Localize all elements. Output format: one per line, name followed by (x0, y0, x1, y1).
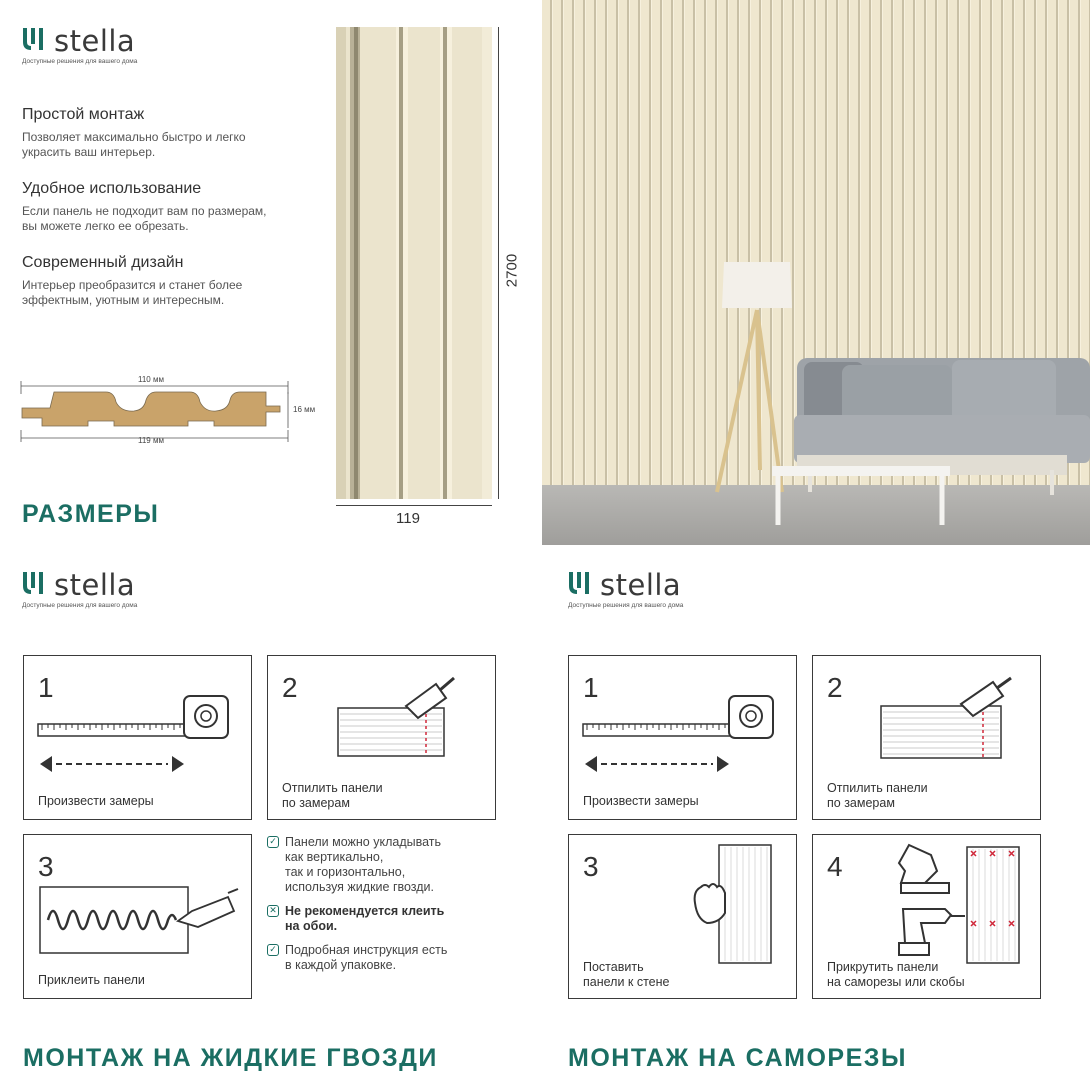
step-card-cut (267, 655, 496, 820)
feature-text: Интерьер преобразится и станет более эффектным, уютным и интересным. (22, 278, 243, 307)
screws-title: МОНТАЖ НА САМОРЕЗЫ (568, 1044, 907, 1072)
panel-width-line (336, 505, 492, 506)
panel-profile-drawing (18, 378, 318, 448)
panel-height-line (498, 27, 499, 499)
panel-height-label: 2700 (503, 253, 521, 288)
step-card-measure (23, 655, 252, 820)
cross-icon: ✕ (267, 905, 279, 917)
feature-text: Позволяет максимально быстро и легко украсить ваш интерьер. (22, 130, 246, 159)
step-number: 3 (583, 851, 599, 882)
lamp-and-sofa (542, 0, 1090, 545)
panel-grooves (336, 27, 492, 499)
sizes-title: РАЗМЕРЫ (22, 500, 160, 528)
check-icon: ✓ (267, 836, 279, 848)
panel-width-label: 119 (396, 510, 420, 527)
step-label: Отпилить панели по замерам (827, 781, 928, 810)
step-number: 2 (827, 672, 843, 703)
step-card-place (568, 834, 797, 999)
profile-bottom-width: 119 мм (138, 436, 164, 445)
step-card-glue (23, 834, 252, 999)
glue-gun-icon (38, 883, 243, 958)
tape-measure-icon (581, 694, 781, 774)
stella-logo-icon (22, 28, 48, 50)
saw-cut-icon (336, 676, 466, 761)
hand-panel-icon (689, 843, 784, 968)
check-icon: ✓ (267, 944, 279, 956)
tape-measure-icon (36, 694, 236, 774)
brand-tagline: Доступные решения для вашего дома (22, 602, 138, 609)
brand-tagline: Доступные решения для вашего дома (22, 58, 138, 65)
step-card-fasten (812, 834, 1041, 999)
feature-title: Удобное использование (22, 180, 202, 197)
saw-cut-icon (879, 676, 1019, 761)
step-number: 3 (38, 851, 54, 882)
step-card-cut (812, 655, 1041, 820)
step-label: Произвести замеры (583, 794, 699, 808)
feature-title: Современный дизайн (22, 254, 184, 271)
brand-name: stella (600, 568, 682, 602)
brand-name: stella (54, 568, 136, 602)
brand-name: stella (54, 24, 136, 58)
feature-text: Если панель не подходит вам по размерам, вы можете легко ее обрезать. (22, 204, 267, 233)
step-label: Приклеить панели (38, 973, 145, 987)
step-number: 1 (583, 672, 599, 703)
profile-thickness: 16 мм (293, 405, 316, 414)
stella-logo-icon (568, 572, 594, 594)
step-number: 4 (827, 851, 843, 882)
liquid-nails-title: МОНТАЖ НА ЖИДКИЕ ГВОЗДИ (23, 1044, 438, 1072)
brand-tagline: Доступные решения для вашего дома (568, 602, 684, 609)
stella-logo-icon (22, 572, 48, 594)
step-number: 1 (38, 672, 54, 703)
step-label: Произвести замеры (38, 794, 154, 808)
step-label: Прикрутить панели на саморезы или скобы (827, 960, 965, 989)
step-card-measure (568, 655, 797, 820)
profile-top-width: 110 мм (138, 375, 164, 384)
feature-title: Простой монтаж (22, 106, 145, 123)
step-label: Отпилить панели по замерам (282, 781, 383, 810)
interior-photo (542, 0, 1090, 545)
step-label: Поставить панели к стене (583, 960, 670, 989)
step-number: 2 (282, 672, 298, 703)
stapler-and-drill-icon (881, 843, 1031, 968)
panel-sample (336, 27, 492, 499)
